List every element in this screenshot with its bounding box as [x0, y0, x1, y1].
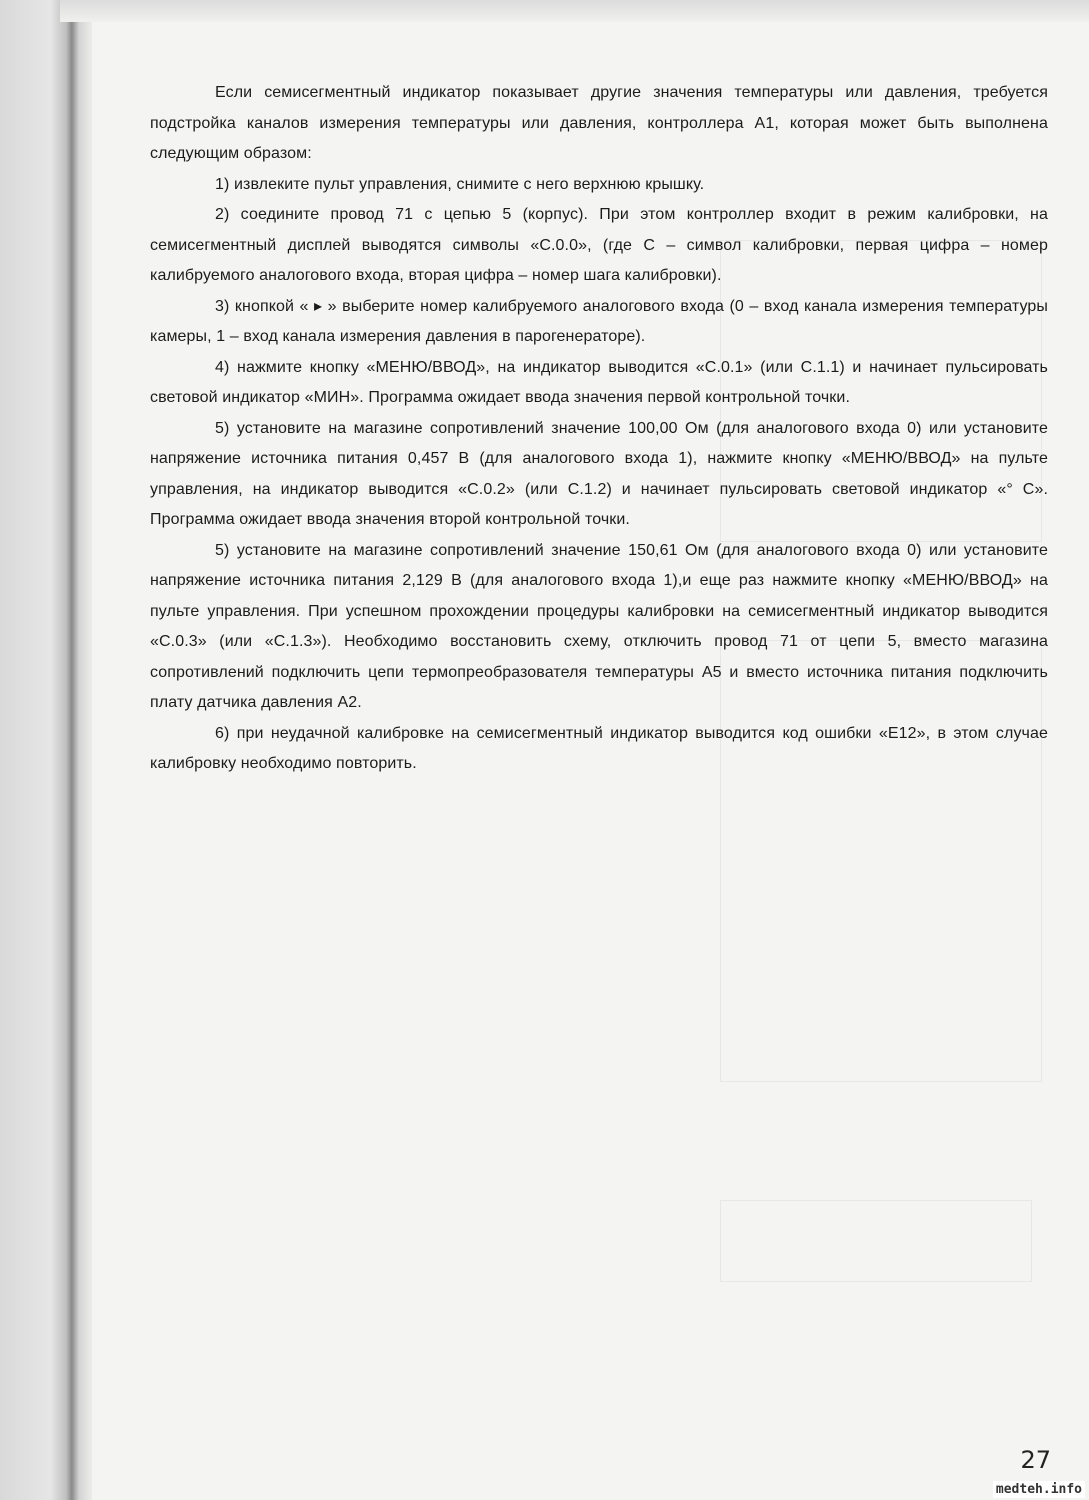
- paragraph-intro: Если семисегментный индикатор показывает другие значения температуры или давления, требуется подстройка каналов измерения температуры или давления, контроллера А1, которая может быть выполнена следующим образом:: [150, 84, 1048, 162]
- scan-top-edge: [60, 0, 1089, 22]
- paragraph-step-3: 3) кнопкой « ▸ » выберите номер калибруемого аналогового входа (0 – вход канала измерения температуры камеры, 1 – вход канала измерения давления в парогенераторе).: [150, 297, 1048, 345]
- page-body: [150, 78, 1048, 780]
- paragraph-step-1: 1) извлеките пульт управления, снимите с него верхнюю крышку.: [215, 175, 705, 193]
- watermark: medteh.info: [993, 1481, 1085, 1498]
- paragraph-step-2: 2) соедините провод 71 с цепью 5 (корпус). При этом контроллер входит в режим калибровки, на семисегментный дисплей выводятся символы «С.0.0», (где С – символ калибровки, первая цифра – номер калибруемого аналогового входа, вторая цифра – номер шага калибровки).: [150, 206, 1048, 284]
- paragraph-step-4: 4) нажмите кнопку «МЕНЮ/ВВОД», на индикатор выводится «С.0.1» (или С.1.1) и начинает пульсировать световой индикатор «МИН». Программа ожидает ввода значения первой контрольной точки.: [150, 358, 1048, 406]
- bleed-through-box: [720, 1200, 1032, 1282]
- scan-binding-edge: [0, 0, 92, 1500]
- paragraph-step-6: 6) при неудачной калибровке на семисегментный индикатор выводится код ошибки «Е12», в этом случае калибровку необходимо повторить.: [150, 724, 1048, 772]
- paragraph-step-5b: 5) установите на магазине сопротивлений значение 150,61 Ом (для аналогового входа 0) или установите напряжение источника питания 2,129 В (для аналогового входа 1),и еще раз нажмите кнопку «МЕНЮ/ВВОД» на пульте управления. При успешном прохождении процедуры калибровки на семисегментный индикатор выводится «С.0.3» (или «С.1.3»). Необходимо восстановить схему, отключить провод 71 от цепи 5, вместо магазина сопротивлений подключить цепи термопреобразователя температуры А5 и вместо источника питания подключить плату датчика давления А2.: [150, 541, 1048, 711]
- page-number: 27: [1020, 1446, 1051, 1474]
- paragraph-step-5a: 5) установите на магазине сопротивлений значение 100,00 Ом (для аналогового входа 0) или установите напряжение источника питания 0,457 В (для аналогового входа 1), нажмите кнопку «МЕНЮ/ВВОД» на пульте управления, на индикатор выводится «С.0.2» (или С.1.2) и начинает пульсировать световой индикатор «° С». Программа ожидает ввода значения второй контрольной точки.: [150, 419, 1048, 528]
